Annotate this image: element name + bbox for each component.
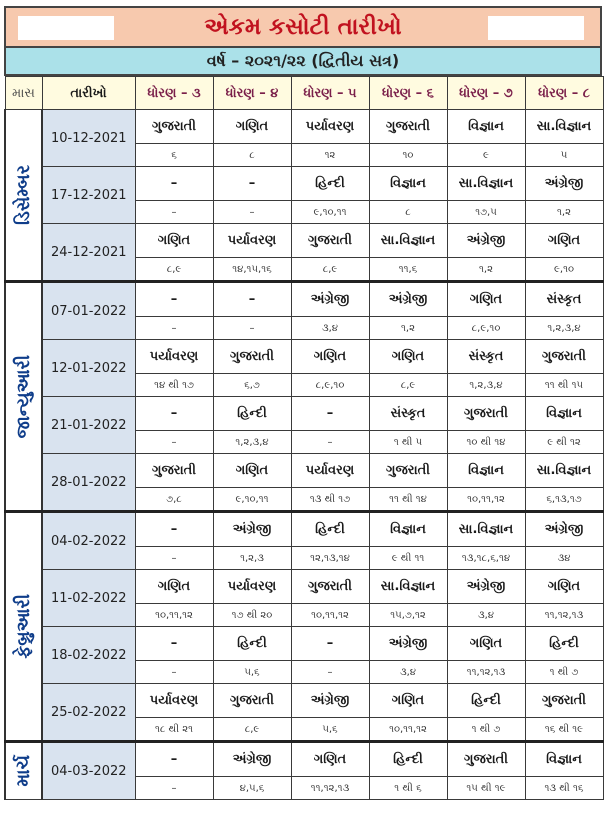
month-label-cell	[5, 512, 42, 742]
subject-cell: અંગ્રેજી	[213, 742, 291, 777]
subject-cell: પર્યાવરણ	[291, 454, 369, 488]
grade-column-header: ધોરણ – ૪	[213, 77, 291, 110]
month-label-cell	[5, 282, 42, 512]
exam-date: 17-12-2021	[42, 167, 135, 224]
subject-cell: ગુજરાતી	[525, 684, 603, 718]
subject-cell: સા.વિજ્ઞાન	[525, 454, 603, 488]
unit-cell: ૧૩ થી ૧૬	[525, 777, 603, 800]
subject-cell: –	[135, 742, 213, 777]
unit-cell: ૧૩ થી ૧૭	[291, 488, 369, 512]
subject-cell: ગણિત	[135, 224, 213, 258]
unit-cell: ૫	[525, 144, 603, 167]
subject-cell: અંગ્રેજી	[291, 684, 369, 718]
subject-cell: ગણિત	[369, 684, 447, 718]
unit-cell: ૧૫,૭,૧૨	[369, 604, 447, 627]
unit-cell: ૧૧,૧૨,૧૩	[525, 604, 603, 627]
unit-cell: ૧૧ થી ૧૫	[525, 374, 603, 397]
subject-cell: ગણિત	[525, 570, 603, 604]
unit-cell: ૬	[135, 144, 213, 167]
unit-cell: ૧૦	[369, 144, 447, 167]
unit-cell: ૬,૧૩,૧૭	[525, 488, 603, 512]
unit-cell: ૫,૬	[213, 661, 291, 684]
subject-row	[5, 282, 603, 317]
subject-cell: ગુજરાતી	[213, 684, 291, 718]
month-column-header: માસ	[5, 77, 42, 110]
subject-cell: હિન્દી	[213, 397, 291, 431]
subject-cell: ગુજરાતી	[369, 110, 447, 144]
subject-cell: વિજ્ઞાન	[525, 397, 603, 431]
subject-cell: હિન્દી	[369, 742, 447, 777]
unit-cell: ૮,૯,૧૦	[291, 374, 369, 397]
month-label: ડિસેમ્બર	[13, 164, 34, 226]
unit-cell: ૩,૪	[369, 661, 447, 684]
subject-cell: –	[135, 167, 213, 201]
subject-cell: ગુજરાતી	[447, 397, 525, 431]
unit-cell: –	[135, 661, 213, 684]
unit-cell: –	[135, 777, 213, 800]
unit-cell: ૯,૧૦,૧૧	[213, 488, 291, 512]
subject-cell: ગણિત	[291, 340, 369, 374]
subject-cell: સા.વિજ્ઞાન	[369, 224, 447, 258]
unit-cell: ૪,૫,૬	[213, 777, 291, 800]
subject-cell: પર્યાવરણ	[213, 570, 291, 604]
month-label: ફેબ્રુઆરી	[13, 594, 34, 659]
unit-cell: ૫,૬	[291, 718, 369, 742]
unit-cell: –	[135, 547, 213, 570]
subject-cell: સંસ્કૃત	[525, 282, 603, 317]
unit-cell: ૧,૨,૩,૪	[447, 374, 525, 397]
subject-cell: પર્યાવરણ	[135, 684, 213, 718]
unit-cell: ૧૦ થી ૧૪	[447, 431, 525, 454]
exam-date: 21-01-2022	[42, 397, 135, 454]
unit-cell: –	[291, 661, 369, 684]
unit-cell: ૧,૨,૩,૪	[213, 431, 291, 454]
subject-cell: હિન્દી	[525, 627, 603, 661]
subject-cell: સંસ્કૃત	[369, 397, 447, 431]
unit-cell: ૧૧,૬	[369, 258, 447, 282]
unit-cell: ૩,૪	[447, 604, 525, 627]
unit-cell: –	[213, 201, 291, 224]
subject-cell: ગણિત	[291, 742, 369, 777]
unit-cell: –	[135, 317, 213, 340]
subject-cell: ગુજરાતી	[369, 454, 447, 488]
exam-schedule-sheet	[4, 6, 602, 800]
subject-cell: –	[291, 627, 369, 661]
subject-cell: ગુજરાતી	[291, 570, 369, 604]
subject-cell: ગુજરાતી	[213, 340, 291, 374]
unit-cell: ૧,૨	[369, 317, 447, 340]
unit-cell: ૧,૨	[525, 201, 603, 224]
unit-cell: ૧ થી ૬	[369, 777, 447, 800]
redaction-box-left	[18, 16, 114, 40]
unit-cell: ૮	[369, 201, 447, 224]
unit-cell: ૯ થી ૧૧	[369, 547, 447, 570]
unit-cell: ૯ થી ૧૨	[525, 431, 603, 454]
unit-cell: ૩,૪	[291, 317, 369, 340]
subject-cell: સા.વિજ્ઞાન	[369, 570, 447, 604]
schedule-body	[5, 110, 603, 800]
subject-cell: અંગ્રેજી	[525, 512, 603, 547]
unit-cell: ૧૨	[291, 144, 369, 167]
unit-cell: –	[135, 431, 213, 454]
unit-cell: ૧,૨,૩,૪	[525, 317, 603, 340]
grade-column-header: ધોરણ – ૭	[447, 77, 525, 110]
subject-row	[5, 340, 603, 374]
subject-cell: પર્યાવરણ	[213, 224, 291, 258]
subject-cell: ગુજરાતી	[447, 742, 525, 777]
subject-cell: અંગ્રેજી	[291, 282, 369, 317]
subject-cell: હિન્દી	[291, 512, 369, 547]
unit-cell: ૧,૨,૩	[213, 547, 291, 570]
unit-cell: ૧ થી ૭	[525, 661, 603, 684]
unit-cell: ૮,૯	[135, 258, 213, 282]
subject-row	[5, 454, 603, 488]
exam-date: 11-02-2022	[42, 570, 135, 627]
subject-cell: વિજ્ઞાન	[447, 454, 525, 488]
unit-cell: ૧૦,૧૧,૧૨	[447, 488, 525, 512]
header-row	[5, 77, 603, 110]
subject-cell: અંગ્રેજી	[525, 167, 603, 201]
subject-row	[5, 570, 603, 604]
grade-column-header: ધોરણ – ૩	[135, 77, 213, 110]
unit-cell: ૧૪,૧૫,૧૬	[213, 258, 291, 282]
unit-cell: ૮,૯	[369, 374, 447, 397]
month-label-cell	[5, 742, 42, 800]
unit-cell: ૮,૯,૧૦	[447, 317, 525, 340]
subject-row	[5, 397, 603, 431]
title-bar	[4, 6, 602, 48]
redaction-box-right	[488, 16, 584, 40]
unit-cell: ૮	[213, 144, 291, 167]
unit-cell: ૬,૭	[213, 374, 291, 397]
subject-cell: અંગ્રેજી	[447, 570, 525, 604]
grade-column-header: ધોરણ – ૫	[291, 77, 369, 110]
subject-cell: ગણિત	[447, 627, 525, 661]
subject-cell: ગણિત	[213, 454, 291, 488]
subject-cell: ગણિત	[213, 110, 291, 144]
grade-column-header: ધોરણ – ૬	[369, 77, 447, 110]
subject-cell: ગુજરાતી	[525, 340, 603, 374]
subject-cell: –	[135, 282, 213, 317]
subject-cell: –	[291, 397, 369, 431]
subject-cell: વિજ્ઞાન	[369, 167, 447, 201]
unit-cell: –	[291, 431, 369, 454]
subject-cell: સંસ્કૃત	[447, 340, 525, 374]
exam-date: 07-01-2022	[42, 282, 135, 340]
unit-cell: ૧૬ થી ૧૯	[525, 718, 603, 742]
subject-cell: –	[135, 627, 213, 661]
unit-cell: ૧૧,૧૨,૧૩	[291, 777, 369, 800]
subject-cell: ગુજરાતી	[135, 454, 213, 488]
page-title: એકમ કસોટી તારીખો	[204, 14, 402, 40]
unit-cell: ૧૭,૫	[447, 201, 525, 224]
unit-cell: ૧૦,૧૧,૧૨	[369, 718, 447, 742]
month-label: માર્ચ	[13, 755, 34, 787]
exam-date: 10-12-2021	[42, 110, 135, 167]
exam-date: 28-01-2022	[42, 454, 135, 512]
unit-cell: ૩૪	[525, 547, 603, 570]
subject-cell: હિન્દી	[447, 684, 525, 718]
exam-date: 04-02-2022	[42, 512, 135, 570]
exam-date: 24-12-2021	[42, 224, 135, 282]
subject-cell: અંગ્રેજી	[369, 282, 447, 317]
unit-cell: ૧૧ થી ૧૪	[369, 488, 447, 512]
subject-cell: ગણિત	[525, 224, 603, 258]
subject-cell: વિજ્ઞાન	[369, 512, 447, 547]
subject-row	[5, 110, 603, 144]
unit-cell: ૧ થી ૭	[447, 718, 525, 742]
subject-cell: –	[213, 167, 291, 201]
date-column-header: તારીખો	[42, 77, 135, 110]
unit-cell: ૭,૮	[135, 488, 213, 512]
unit-cell: ૧૦,૧૧,૧૨	[135, 604, 213, 627]
unit-cell: ૧ થી ૫	[369, 431, 447, 454]
subject-cell: –	[213, 282, 291, 317]
unit-cell: –	[135, 201, 213, 224]
unit-cell: ૧૭ થી ૨૦	[213, 604, 291, 627]
subject-cell: હિન્દી	[291, 167, 369, 201]
exam-date: 25-02-2022	[42, 684, 135, 742]
subject-cell: પર્યાવરણ	[291, 110, 369, 144]
unit-cell: ૧૦,૧૧,૧૨	[291, 604, 369, 627]
unit-cell: –	[213, 317, 291, 340]
subject-cell: ગણિત	[447, 282, 525, 317]
subject-cell: વિજ્ઞાન	[525, 742, 603, 777]
exam-date: 18-02-2022	[42, 627, 135, 684]
exam-date: 04-03-2022	[42, 742, 135, 800]
grade-column-header: ધોરણ – ૮	[525, 77, 603, 110]
unit-cell: ૧૨,૧૩,૧૪	[291, 547, 369, 570]
subject-row	[5, 512, 603, 547]
academic-year-bar: વર્ષ – ૨૦૨૧/૨૨ (દ્વિતીય સત્ર)	[4, 48, 602, 76]
unit-cell: ૧૩,૧૮,૬,૧૪	[447, 547, 525, 570]
subject-cell: –	[135, 397, 213, 431]
subject-cell: અંગ્રેજી	[447, 224, 525, 258]
unit-cell: ૯,૧૦,૧૧	[291, 201, 369, 224]
unit-cell: ૧૮ થી ૨૧	[135, 718, 213, 742]
subject-cell: ગણિત	[369, 340, 447, 374]
subject-cell: પર્યાવરણ	[135, 340, 213, 374]
subject-row	[5, 742, 603, 777]
unit-cell: ૧,૨	[447, 258, 525, 282]
unit-cell: ૧૫ થી ૧૯	[447, 777, 525, 800]
subject-row	[5, 224, 603, 258]
subject-row	[5, 627, 603, 661]
subject-cell: –	[135, 512, 213, 547]
subject-cell: ગુજરાતી	[135, 110, 213, 144]
subject-cell: વિજ્ઞાન	[447, 110, 525, 144]
unit-cell: ૯,૧૦	[525, 258, 603, 282]
subject-cell: સા.વિજ્ઞાન	[447, 167, 525, 201]
unit-cell: ૯	[447, 144, 525, 167]
exam-date: 12-01-2022	[42, 340, 135, 397]
subject-cell: અંગ્રેજી	[213, 512, 291, 547]
unit-cell: ૧૪ થી ૧૭	[135, 374, 213, 397]
subject-row	[5, 684, 603, 718]
subject-cell: હિન્દી	[213, 627, 291, 661]
month-label-cell	[5, 110, 42, 282]
unit-cell: ૮,૯	[213, 718, 291, 742]
schedule-table	[4, 76, 604, 800]
subject-cell: ગણિત	[135, 570, 213, 604]
month-label: જાન્યુઆરી	[13, 354, 34, 439]
subject-cell: ગુજરાતી	[291, 224, 369, 258]
unit-cell: ૮,૯	[291, 258, 369, 282]
unit-cell: ૧૧,૧૨,૧૩	[447, 661, 525, 684]
subject-cell: સા.વિજ્ઞાન	[525, 110, 603, 144]
subject-cell: સા.વિજ્ઞાન	[447, 512, 525, 547]
subject-row	[5, 167, 603, 201]
subject-cell: અંગ્રેજી	[369, 627, 447, 661]
